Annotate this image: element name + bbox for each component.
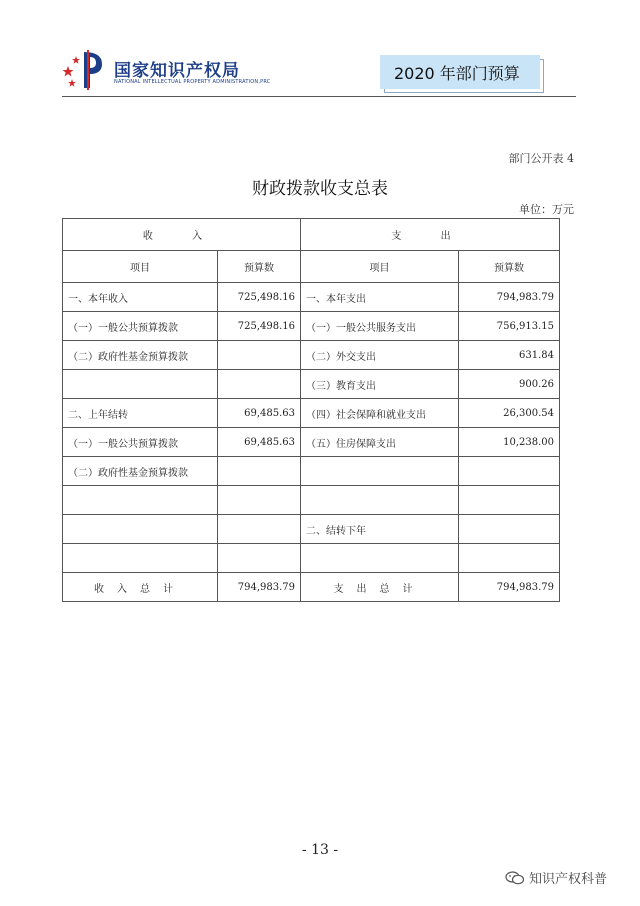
expense-value xyxy=(459,515,560,544)
budget-table xyxy=(62,218,560,602)
table-row xyxy=(63,283,560,312)
expense-value xyxy=(459,457,560,486)
table-row xyxy=(63,544,560,573)
logo-english-name: NATIONAL INTELLECTUAL PROPERTY ADMINISTRATION,PRC xyxy=(114,79,271,85)
header-divider xyxy=(62,96,576,97)
income-value: 725,498.16 xyxy=(218,312,301,341)
expense-value xyxy=(459,544,560,573)
table-number: 部门公开表 4 xyxy=(508,152,574,165)
table-row xyxy=(63,457,560,486)
expense-item: （二）外交支出 xyxy=(301,341,459,370)
expense-item xyxy=(301,457,459,486)
table-row xyxy=(63,312,560,341)
income-value xyxy=(218,370,301,399)
table-row xyxy=(63,370,560,399)
expense-value: 794,983.79 xyxy=(459,283,560,312)
income-total-label: 收入总计 xyxy=(63,573,218,602)
expense-value: 26,300.54 xyxy=(459,399,560,428)
expense-item xyxy=(301,486,459,515)
income-item: （二）政府性基金预算拨款 xyxy=(63,457,218,486)
expense-value: 631.84 xyxy=(459,341,560,370)
expense-budget-column-header: 预算数 xyxy=(459,251,560,283)
expense-item: （一）一般公共服务支出 xyxy=(301,312,459,341)
table-total-row xyxy=(63,573,560,602)
page-number: - 13 - xyxy=(301,842,339,858)
expense-item: （三）教育支出 xyxy=(301,370,459,399)
table-column-header-row xyxy=(63,251,560,283)
income-value xyxy=(218,486,301,515)
income-total-value: 794,983.79 xyxy=(218,573,301,602)
income-item xyxy=(63,486,218,515)
unit-label: 单位：万元 xyxy=(519,203,574,216)
cnipa-emblem-icon xyxy=(62,48,110,92)
expense-item-column-header: 项目 xyxy=(301,251,459,283)
income-value xyxy=(218,341,301,370)
expense-value xyxy=(459,486,560,515)
expense-total-value: 794,983.79 xyxy=(459,573,560,602)
income-value: 69,485.63 xyxy=(218,399,301,428)
watermark-text: 知识产权科普 xyxy=(529,872,608,887)
wechat-watermark xyxy=(505,868,607,887)
income-header: 收 入 xyxy=(63,219,301,251)
income-item: （一）一般公共预算拨款 xyxy=(63,312,218,341)
expense-value: 756,913.15 xyxy=(459,312,560,341)
table-section-header-row xyxy=(63,219,560,251)
income-budget-column-header: 预算数 xyxy=(218,251,301,283)
income-item: 二、上年结转 xyxy=(63,399,218,428)
expense-item: 一、本年支出 xyxy=(301,283,459,312)
expense-item: （四）社会保障和就业支出 xyxy=(301,399,459,428)
expense-header: 支 出 xyxy=(301,219,560,251)
expense-value: 900.26 xyxy=(459,370,560,399)
income-item: （一）一般公共预算拨款 xyxy=(63,428,218,457)
income-item xyxy=(63,515,218,544)
expense-total-label: 支出总计 xyxy=(301,573,459,602)
wechat-icon xyxy=(505,871,525,885)
table-row xyxy=(63,486,560,515)
table-row xyxy=(63,399,560,428)
cnipa-logo xyxy=(62,48,292,92)
income-item-column-header: 项目 xyxy=(63,251,218,283)
income-item xyxy=(63,544,218,573)
expense-item: 二、结转下年 xyxy=(301,515,459,544)
budget-year-badge: 2020 年部门预算 xyxy=(380,55,540,89)
income-value xyxy=(218,457,301,486)
page-title: 财政拨款收支总表 xyxy=(252,179,388,199)
income-value: 69,485.63 xyxy=(218,428,301,457)
expense-item xyxy=(301,544,459,573)
income-item xyxy=(63,370,218,399)
logo-chinese-name: 国家知识产权局 xyxy=(114,61,240,81)
expense-value: 10,238.00 xyxy=(459,428,560,457)
income-item: （二）政府性基金预算拨款 xyxy=(63,341,218,370)
income-value xyxy=(218,544,301,573)
income-value: 725,498.16 xyxy=(218,283,301,312)
table-row xyxy=(63,515,560,544)
table-row xyxy=(63,428,560,457)
income-value xyxy=(218,515,301,544)
expense-item: （五）住房保障支出 xyxy=(301,428,459,457)
table-row xyxy=(63,341,560,370)
income-item: 一、本年收入 xyxy=(63,283,218,312)
